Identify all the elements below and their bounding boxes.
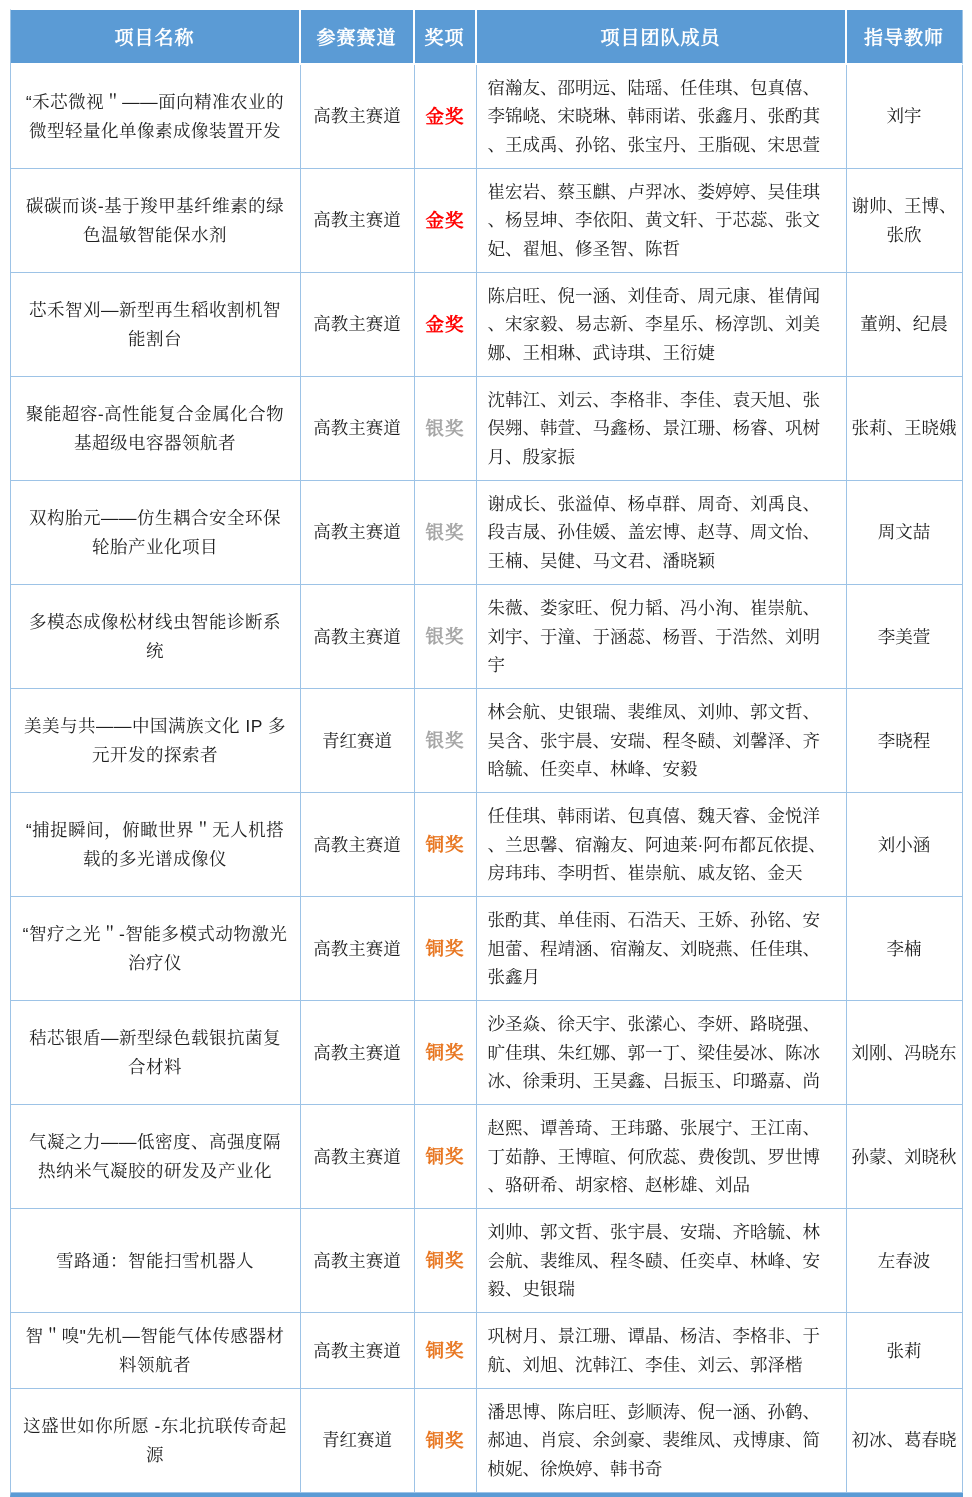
members-cell: 张酌萁、单佳雨、石浩天、王娇、孙铭、安旭蕾、程靖涵、宿瀚友、刘晓燕、任佳琪、张鑫月 <box>477 897 847 1001</box>
members-cell: 林会航、史银瑞、裴维凤、刘帅、郭文哲、吴含、张宇晨、安瑞、程冬赜、刘馨泽、齐晗毓、任奕卓、林峰、安毅 <box>477 689 847 793</box>
table-row <box>11 481 963 585</box>
members-cell: 潘思博、陈启旺、彭顺涛、倪一涵、孙鹤、郝迪、肖宸、余剑豪、裴维凤、戎博康、简桢妮、徐焕婷、韩书奇 <box>477 1389 847 1493</box>
award-cell: 铜奖 <box>415 1313 477 1389</box>
track-cell: 高教主赛道 <box>301 897 415 1001</box>
project-name-cell: “禾芯微视＂——面向精准农业的微型轻量化单像素成像装置开发 <box>11 65 301 169</box>
members-cell: 谢成长、张溢倬、杨卓群、周奇、刘禹良、段吉晟、孙佳媛、盖宏博、赵荨、周文怡、王楠、吴健、马文君、潘晓颖 <box>477 481 847 585</box>
advisors-cell: 张莉、王晓娥 <box>847 377 963 481</box>
track-cell: 高教主赛道 <box>301 481 415 585</box>
table-body <box>11 65 963 1493</box>
award-cell: 金奖 <box>415 65 477 169</box>
column-header-track: 参赛赛道 <box>301 10 415 65</box>
track-cell: 青红赛道 <box>301 689 415 793</box>
table-row <box>11 585 963 689</box>
column-header-project-name: 项目名称 <box>11 10 301 65</box>
table-row <box>11 1313 963 1389</box>
advisors-cell: 刘刚、冯晓东 <box>847 1001 963 1105</box>
award-cell: 银奖 <box>415 377 477 481</box>
project-name-cell: 气凝之力——低密度、高强度隔热纳米气凝胶的研发及产业化 <box>11 1105 301 1209</box>
advisors-cell: 左春波 <box>847 1209 963 1313</box>
project-name-cell: 芯禾智刈—新型再生稻收割机智能割台 <box>11 273 301 377</box>
members-cell: 崔宏岩、蔡玉麒、卢羿冰、娄婷婷、吴佳琪、杨昱坤、李依阳、黄文轩、于芯蕊、张文妃、翟旭、修圣智、陈哲 <box>477 169 847 273</box>
award-cell: 金奖 <box>415 273 477 377</box>
table-header <box>11 10 963 65</box>
track-cell: 高教主赛道 <box>301 1209 415 1313</box>
table-row <box>11 1209 963 1313</box>
track-cell: 高教主赛道 <box>301 65 415 169</box>
table-row <box>11 689 963 793</box>
members-cell: 刘帅、郭文哲、张宇晨、安瑞、齐晗毓、林会航、裴维凤、程冬赜、任奕卓、林峰、安毅、史银瑞 <box>477 1209 847 1313</box>
table-row <box>11 1389 963 1493</box>
track-cell: 高教主赛道 <box>301 377 415 481</box>
advisors-cell: 刘宇 <box>847 65 963 169</box>
table-row <box>11 1105 963 1209</box>
award-results-table <box>10 9 963 1497</box>
members-cell: 沙圣焱、徐天宇、张潆心、李妍、路晓强、旷佳琪、朱红娜、郭一丁、梁佳晏冰、陈冰冰、徐秉玥、王昊鑫、吕振玉、印璐嘉、尚 <box>477 1001 847 1105</box>
members-cell: 赵熙、谭善琦、王玮璐、张展宁、王江南、丁茹静、王博暄、何欣蕊、费俊凯、罗世博、骆研希、胡家榕、赵彬雄、刘品 <box>477 1105 847 1209</box>
project-name-cell: 智＂嗅"先机—智能气体传感器材料领航者 <box>11 1313 301 1389</box>
award-cell: 铜奖 <box>415 1001 477 1105</box>
column-header-advisor: 指导教师 <box>847 10 963 65</box>
members-cell: 沈韩江、刘云、李格非、李佳、袁天旭、张俣翙、韩萱、马鑫杨、景江珊、杨睿、巩树月、殷家振 <box>477 377 847 481</box>
advisors-cell: 李楠 <box>847 897 963 1001</box>
column-header-team-members: 项目团队成员 <box>477 10 847 65</box>
header-row <box>11 10 963 65</box>
project-name-cell: 聚能超容-高性能复合金属化合物基超级电容器领航者 <box>11 377 301 481</box>
members-cell: 陈启旺、倪一涵、刘佳奇、周元康、崔倩闻、宋家毅、易志新、李星乐、杨淳凯、刘美娜、王相琳、武诗琪、王衍婕 <box>477 273 847 377</box>
award-cell: 铜奖 <box>415 1209 477 1313</box>
members-cell: 朱薇、娄家旺、倪力韬、冯小洵、崔崇航、刘宇、于潼、于涵蕊、杨晋、于浩然、刘明宇 <box>477 585 847 689</box>
members-cell: 宿瀚友、邵明远、陆瑶、任佳琪、包真僖、李锦峣、宋晓琳、韩雨诺、张鑫月、张酌萁、王成禹、孙铭、张宝丹、王脂砚、宋思萱 <box>477 65 847 169</box>
advisors-cell: 初冰、葛春晓 <box>847 1389 963 1493</box>
track-cell: 青红赛道 <box>301 1389 415 1493</box>
advisors-cell: 周文喆 <box>847 481 963 585</box>
track-cell: 高教主赛道 <box>301 585 415 689</box>
advisors-cell: 董朔、纪晨 <box>847 273 963 377</box>
project-name-cell: 多模态成像松材线虫智能诊断系统 <box>11 585 301 689</box>
advisors-cell: 刘小涵 <box>847 793 963 897</box>
project-name-cell: 美美与共——中国满族文化 IP 多元开发的探索者 <box>11 689 301 793</box>
column-header-award: 奖项 <box>415 10 477 65</box>
table-row <box>11 273 963 377</box>
track-cell: 高教主赛道 <box>301 793 415 897</box>
members-cell: 巩树月、景江珊、谭晶、杨洁、李格非、于航、刘旭、沈韩江、李佳、刘云、郭泽楷 <box>477 1313 847 1389</box>
project-name-cell: “捕捉瞬间，俯瞰世界＂无人机搭载的多光谱成像仪 <box>11 793 301 897</box>
project-name-cell: 秸芯银盾—新型绿色载银抗菌复合材料 <box>11 1001 301 1105</box>
advisors-cell: 张莉 <box>847 1313 963 1389</box>
table-row <box>11 793 963 897</box>
project-name-cell: 这盛世如你所愿 -东北抗联传奇起源 <box>11 1389 301 1493</box>
project-name-cell: 双构胎元——仿生耦合安全环保轮胎产业化项目 <box>11 481 301 585</box>
award-cell: 铜奖 <box>415 1105 477 1209</box>
award-cell: 铜奖 <box>415 897 477 1001</box>
project-name-cell: 雪路通：智能扫雪机器人 <box>11 1209 301 1313</box>
award-cell: 银奖 <box>415 481 477 585</box>
track-cell: 高教主赛道 <box>301 273 415 377</box>
advisors-cell: 谢帅、王博、张欣 <box>847 169 963 273</box>
project-name-cell: “智疗之光＂-智能多模式动物激光治疗仪 <box>11 897 301 1001</box>
project-name-cell: 碳碳而谈-基于羧甲基纤维素的绿色温敏智能保水剂 <box>11 169 301 273</box>
advisors-cell: 孙蒙、刘晓秋 <box>847 1105 963 1209</box>
members-cell: 任佳琪、韩雨诺、包真僖、魏天睿、金悦洋、兰思馨、宿瀚友、阿迪莱·阿布都瓦依提、房玮玮、李明哲、崔崇航、戚友铭、金天 <box>477 793 847 897</box>
track-cell: 高教主赛道 <box>301 169 415 273</box>
award-cell: 银奖 <box>415 689 477 793</box>
award-cell: 银奖 <box>415 585 477 689</box>
table-row <box>11 65 963 169</box>
table-row <box>11 169 963 273</box>
track-cell: 高教主赛道 <box>301 1105 415 1209</box>
award-cell: 铜奖 <box>415 1389 477 1493</box>
advisors-cell: 李美萱 <box>847 585 963 689</box>
advisors-cell: 李晓程 <box>847 689 963 793</box>
track-cell: 高教主赛道 <box>301 1001 415 1105</box>
award-cell: 铜奖 <box>415 793 477 897</box>
table-row <box>11 1001 963 1105</box>
track-cell: 高教主赛道 <box>301 1313 415 1389</box>
table-row <box>11 377 963 481</box>
award-cell: 金奖 <box>415 169 477 273</box>
table-row <box>11 897 963 1001</box>
